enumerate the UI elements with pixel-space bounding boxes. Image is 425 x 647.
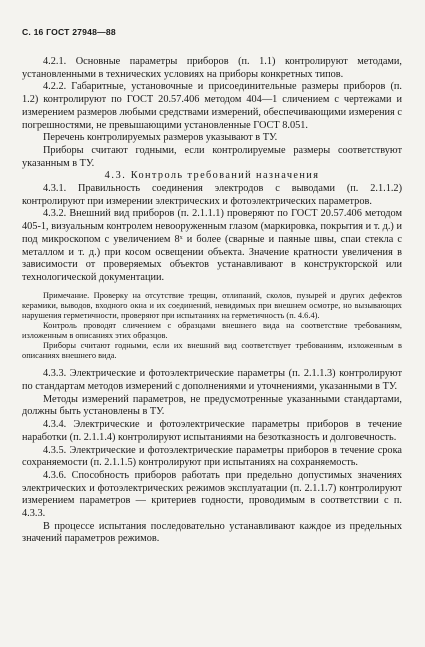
paragraph-4-2-1: 4.2.1. Основные параметры приборов (п. 1.1) контролируют методами, установленными в технических условиях на приборы конкретных типов. xyxy=(22,56,402,80)
paragraph-test-process: В процессе испытания последовательно устанавливают каждое из предельных значений параметров режимов. xyxy=(22,520,402,545)
section-4-2 xyxy=(22,56,402,285)
paragraph-dimensions-acceptance: Приборы считают годными, если контролируемые размеры соответствуют указанным в ТУ. xyxy=(22,144,402,169)
note-remark: Примечание. Проверку на отсутствие трещин, отлипаний, сколов, пузырей и других дефектов керамики, выводов, входного окна и их соединений, невидимых при внешнем осмотре, но вызывающих нарушения герметичности, проверяют при испытаниях на герметичность (п. 4.6.4). xyxy=(22,290,402,320)
section-heading-title: Контроль требований назначения xyxy=(130,170,320,182)
paragraph-4-3-1: 4.3.1. Правильность соединения электродов с выводами (п. 2.1.1.2) контролируют при измерении электрических и фотоэлектрических параметров. xyxy=(22,183,402,207)
paragraph-4-2-2: 4.2.2. Габаритные, установочные и присоединительные размеры приборов (п. 1.2) контролируют по ГОСТ 20.57.406 методом 404—1 сличением с чертежами и измерением размеров любыми средствами измерений, обеспечивающими измерения с погрешностями, не превышающими установленные ГОСТ 8.051. xyxy=(22,81,402,131)
paragraph-4-3-3: 4.3.3. Электрические и фотоэлектрические параметры (п. 2.1.1.3) контролируют по стандартам методов измерений с дополнениями и уточнениями, указанными в ТУ. xyxy=(22,368,402,393)
paragraph-4-3-2: 4.3.2. Внешний вид приборов (п. 2.1.1.1) проверяют по ГОСТ 20.57.406 методом 405-1, визуальным контролем невооруженным глазом (маркировка, покрытия и т. д.) и под микроскопом с увеличением 8ˣ и более (сварные и паяные швы, спаи стекла с металлом и т. д.) при косом освещении объекта. Значение кратности увеличения в зависимости от проверяемых объектов устанавливают в конструкторской или технологической документации. xyxy=(22,208,402,283)
paragraph-4-3-4: 4.3.4. Электрические и фотоэлектрические параметры приборов в течение наработки (п. 2.1.1.4) контролируют испытаниями на безотказность и долговечность. xyxy=(22,419,402,443)
paragraph-dimensions-list: Перечень контролируемых размеров указывают в ТУ. xyxy=(43,132,278,144)
paragraph-4-3-6: 4.3.6. Способность приборов работать при предельно допустимых значениях электрических и фотоэлектрических режимов эксплуатации (п. 2.1.1.7) контролируют измерением параметров — критериев годности, проводимым в соответствии с п. 4.3.3. xyxy=(22,469,402,520)
section-heading-4-3 xyxy=(22,170,402,183)
section-heading-number: 4.3. xyxy=(104,170,127,182)
section-4-3-continued xyxy=(22,368,402,546)
note-comparison: Контроль проводят сличением с образцами внешнего вида на соответствие требованиям, изложенным в описаниях этих образцов. xyxy=(22,320,402,341)
paragraph-4-3-5: 4.3.5. Электрические и фотоэлектрические параметры приборов в течение срока сохраняемости (п. 2.1.1.5) контролируют при испытаниях на сохраняемость. xyxy=(22,444,402,469)
page-header: С. 16 ГОСТ 27948—88 xyxy=(22,27,116,37)
note-acceptance: Приборы считают годными, если их внешний вид соответствует требованиям, изложенным в описаниях внешнего вида. xyxy=(22,341,402,361)
paragraph-methods: Методы измерений параметров, не предусмотренные указанными стандартами, должны быть установлены в ТУ. xyxy=(22,393,402,418)
